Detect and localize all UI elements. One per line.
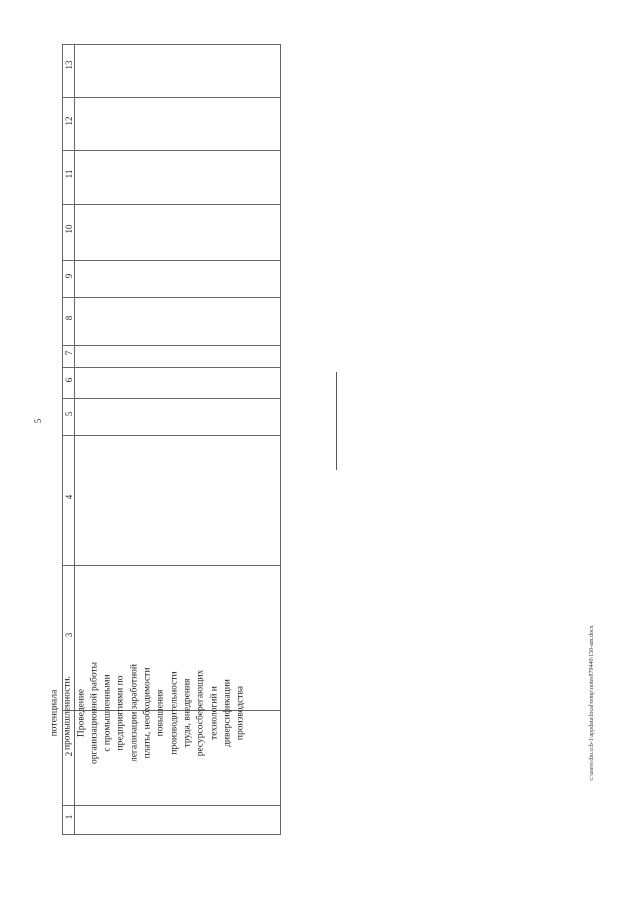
row-divider (63, 367, 280, 368)
cell-text-line: платы, необходимости (142, 667, 153, 758)
column-number-1: 1 (64, 814, 74, 820)
row-divider (63, 435, 280, 436)
cell-text-line: производства (235, 685, 246, 740)
cell-column-3 (49, 610, 246, 815)
cell-text-line: легализации заработной (129, 663, 140, 762)
cell-text-line: ресурсосберегающих (195, 669, 206, 756)
signature-line (336, 372, 337, 470)
row-divider (63, 204, 280, 205)
row-divider (63, 260, 280, 261)
cell-text-line: технологий и (208, 685, 219, 740)
row-divider (63, 345, 280, 346)
cell-text-line: организационной работы (89, 661, 100, 764)
row-divider (63, 565, 280, 566)
column-number-6: 6 (64, 377, 74, 383)
row-divider (63, 398, 280, 399)
row-divider (63, 97, 280, 98)
page-number: 5 (33, 418, 43, 424)
cell-text-line: с промышленными (102, 673, 113, 752)
file-path-text: c:\users\dio.ccb-1\appdata\local\temp\notes879440\150-am.docx (589, 625, 595, 781)
column-number-10: 10 (64, 224, 74, 234)
row-divider (63, 297, 280, 298)
cell-text-line: повышения (155, 689, 166, 736)
cell-text-line: труда, внедрения (182, 678, 193, 747)
cell-text-line: Проведение (75, 688, 86, 737)
cell-text-line: производительности (168, 670, 179, 755)
file-path-footer (585, 593, 599, 813)
cell-text-line: потенциала (49, 689, 60, 736)
column-number-7: 7 (64, 350, 74, 356)
column-number-11: 11 (64, 169, 74, 179)
document-table (49, 44, 281, 835)
cell-text-line: предприятиями по (115, 675, 126, 750)
column-number-4: 4 (64, 494, 74, 500)
column-number-8: 8 (64, 315, 74, 321)
column-number-9: 9 (64, 273, 74, 279)
column-number-5: 5 (64, 411, 74, 417)
row-divider (63, 150, 280, 151)
column-number-13: 13 (64, 60, 74, 70)
cell-text-block (48, 610, 247, 815)
column-number-12: 12 (64, 116, 74, 126)
column-number-3: 3 (64, 632, 74, 638)
cell-text-line: промышленности. (62, 675, 73, 750)
cell-text-line: диверсификации (222, 678, 233, 747)
column-number-2: 2 (64, 751, 74, 757)
